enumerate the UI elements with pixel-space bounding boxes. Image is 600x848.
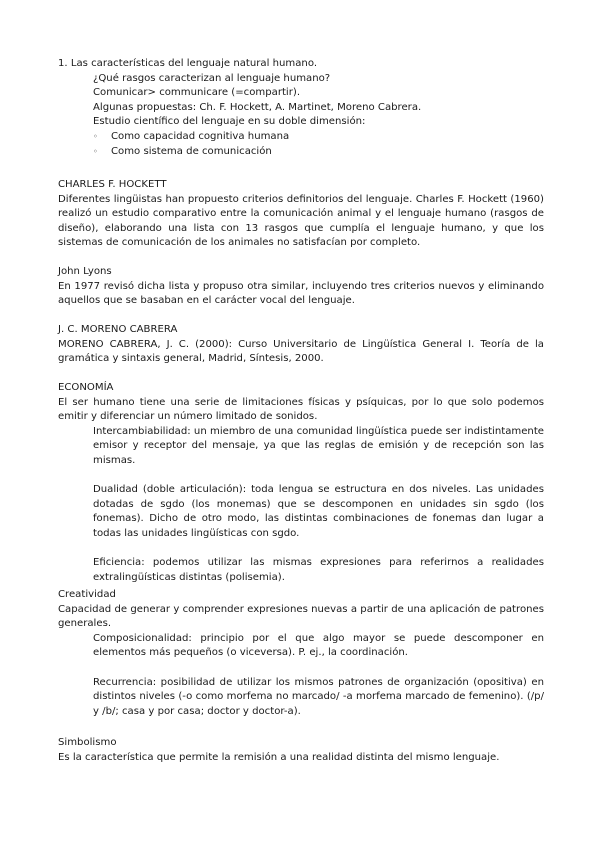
dimension-list <box>58 130 544 159</box>
paragraph: Es la característica que permite la remisión a una realidad distinta del mismo lenguaje. <box>58 751 500 763</box>
section-intro <box>58 57 544 159</box>
term-composicionalidad: Composicionalidad: principio por el que algo mayor se puede descomponer en elementos más pequeños (o viceversa). P. ej., la coordinación. <box>93 632 544 659</box>
section-title: ECONOMÍA <box>58 382 114 393</box>
section-hockett <box>58 178 544 251</box>
section-title: John Lyons <box>58 266 112 277</box>
term-dualidad: Dualidad (doble articulación): toda lengua se estructura en dos niveles. Las unidades dotadas de sgdo (los monemas) que se descomponen en unidades sin sgdo (los fonemas). Dicho de otro modo, las distintas combinaciones de fonemas dan lugar a todas las unidades lingüísticas con sgdo. <box>93 484 544 539</box>
list-item: ◦ Como sistema de comunicación <box>93 145 544 160</box>
section-lyons <box>58 265 544 309</box>
section-economia <box>58 381 544 585</box>
paragraph: Diferentes lingüistas han propuesto criterios definitorios del lenguaje. Charles F. Hockett (1960) realizó un estudio comparativo entre la comunicación animal y el lenguaje humano (rasgos de diseño), elaborando una lista con 13 rasgos que cumplía el lenguaje humano, y que los sistemas de comunicación de los animales no satisfacían por completo. <box>58 193 544 249</box>
intro-line: Algunas propuestas: Ch. F. Hockett, A. Martinet, Moreno Cabrera. <box>93 101 422 113</box>
paragraph: MORENO CABRERA, J. C. (2000): Curso Universitario de Lingüística General I. Teoría de la gramática y sintaxis general, Madrid, Síntesis, 2000. <box>58 338 544 365</box>
paragraph: En 1977 revisó dicha lista y propuso otra similar, incluyendo tres criterios nuevos y eliminando aquellos que se basaban en el carácter vocal del lenguaje. <box>58 280 544 307</box>
intro-line: ¿Qué rasgos caracterizan al lenguaje humano? <box>93 72 331 84</box>
section-moreno <box>58 323 544 367</box>
section-title: J. C. MORENO CABRERA <box>58 324 178 335</box>
term-intercambiabilidad: Intercambiabilidad: un miembro de una comunidad lingüística puede ser indistintamente emisor y receptor del mensaje, ya que las reglas de emisión y de recepción son las mismas. <box>93 425 544 466</box>
paragraph: El ser humano tiene una serie de limitaciones físicas y psíquicas, por lo que solo podemos emitir y diferenciar un número limitado de sonidos. <box>58 396 544 423</box>
bullet-icon: ◦ <box>93 131 98 141</box>
section-title: Simbolismo <box>58 737 117 748</box>
section-heading: 1. Las características del lenguaje natural humano. <box>58 58 318 69</box>
section-creatividad <box>58 588 544 719</box>
section-title: Creatividad <box>58 589 116 600</box>
term-recurrencia: Recurrencia: posibilidad de utilizar los mismos patrones de organización (opositiva) en distintos niveles (-o como morfema no marcado/ -a morfema marcado de femenino). (/p/ y /b/; casa y por casa; doctor y doctor-a). <box>93 676 544 717</box>
term-eficiencia: Eficiencia: podemos utilizar las mismas expresiones para referirnos a realidades extralingüísticas distintas (polisemia). <box>93 557 544 583</box>
paragraph: Capacidad de generar y comprender expresiones nuevas a partir de una aplicación de patrones generales. <box>58 603 544 630</box>
intro-line: Estudio científico del lenguaje en su doble dimensión: <box>93 116 366 128</box>
section-simbolismo <box>58 736 544 765</box>
intro-line: Comunicar> communicare (=compartir). <box>93 87 301 99</box>
list-item: ◦ Como capacidad cognitiva humana <box>93 130 544 145</box>
bullet-icon: ◦ <box>93 146 98 156</box>
section-title: CHARLES F. HOCKETT <box>58 179 167 190</box>
